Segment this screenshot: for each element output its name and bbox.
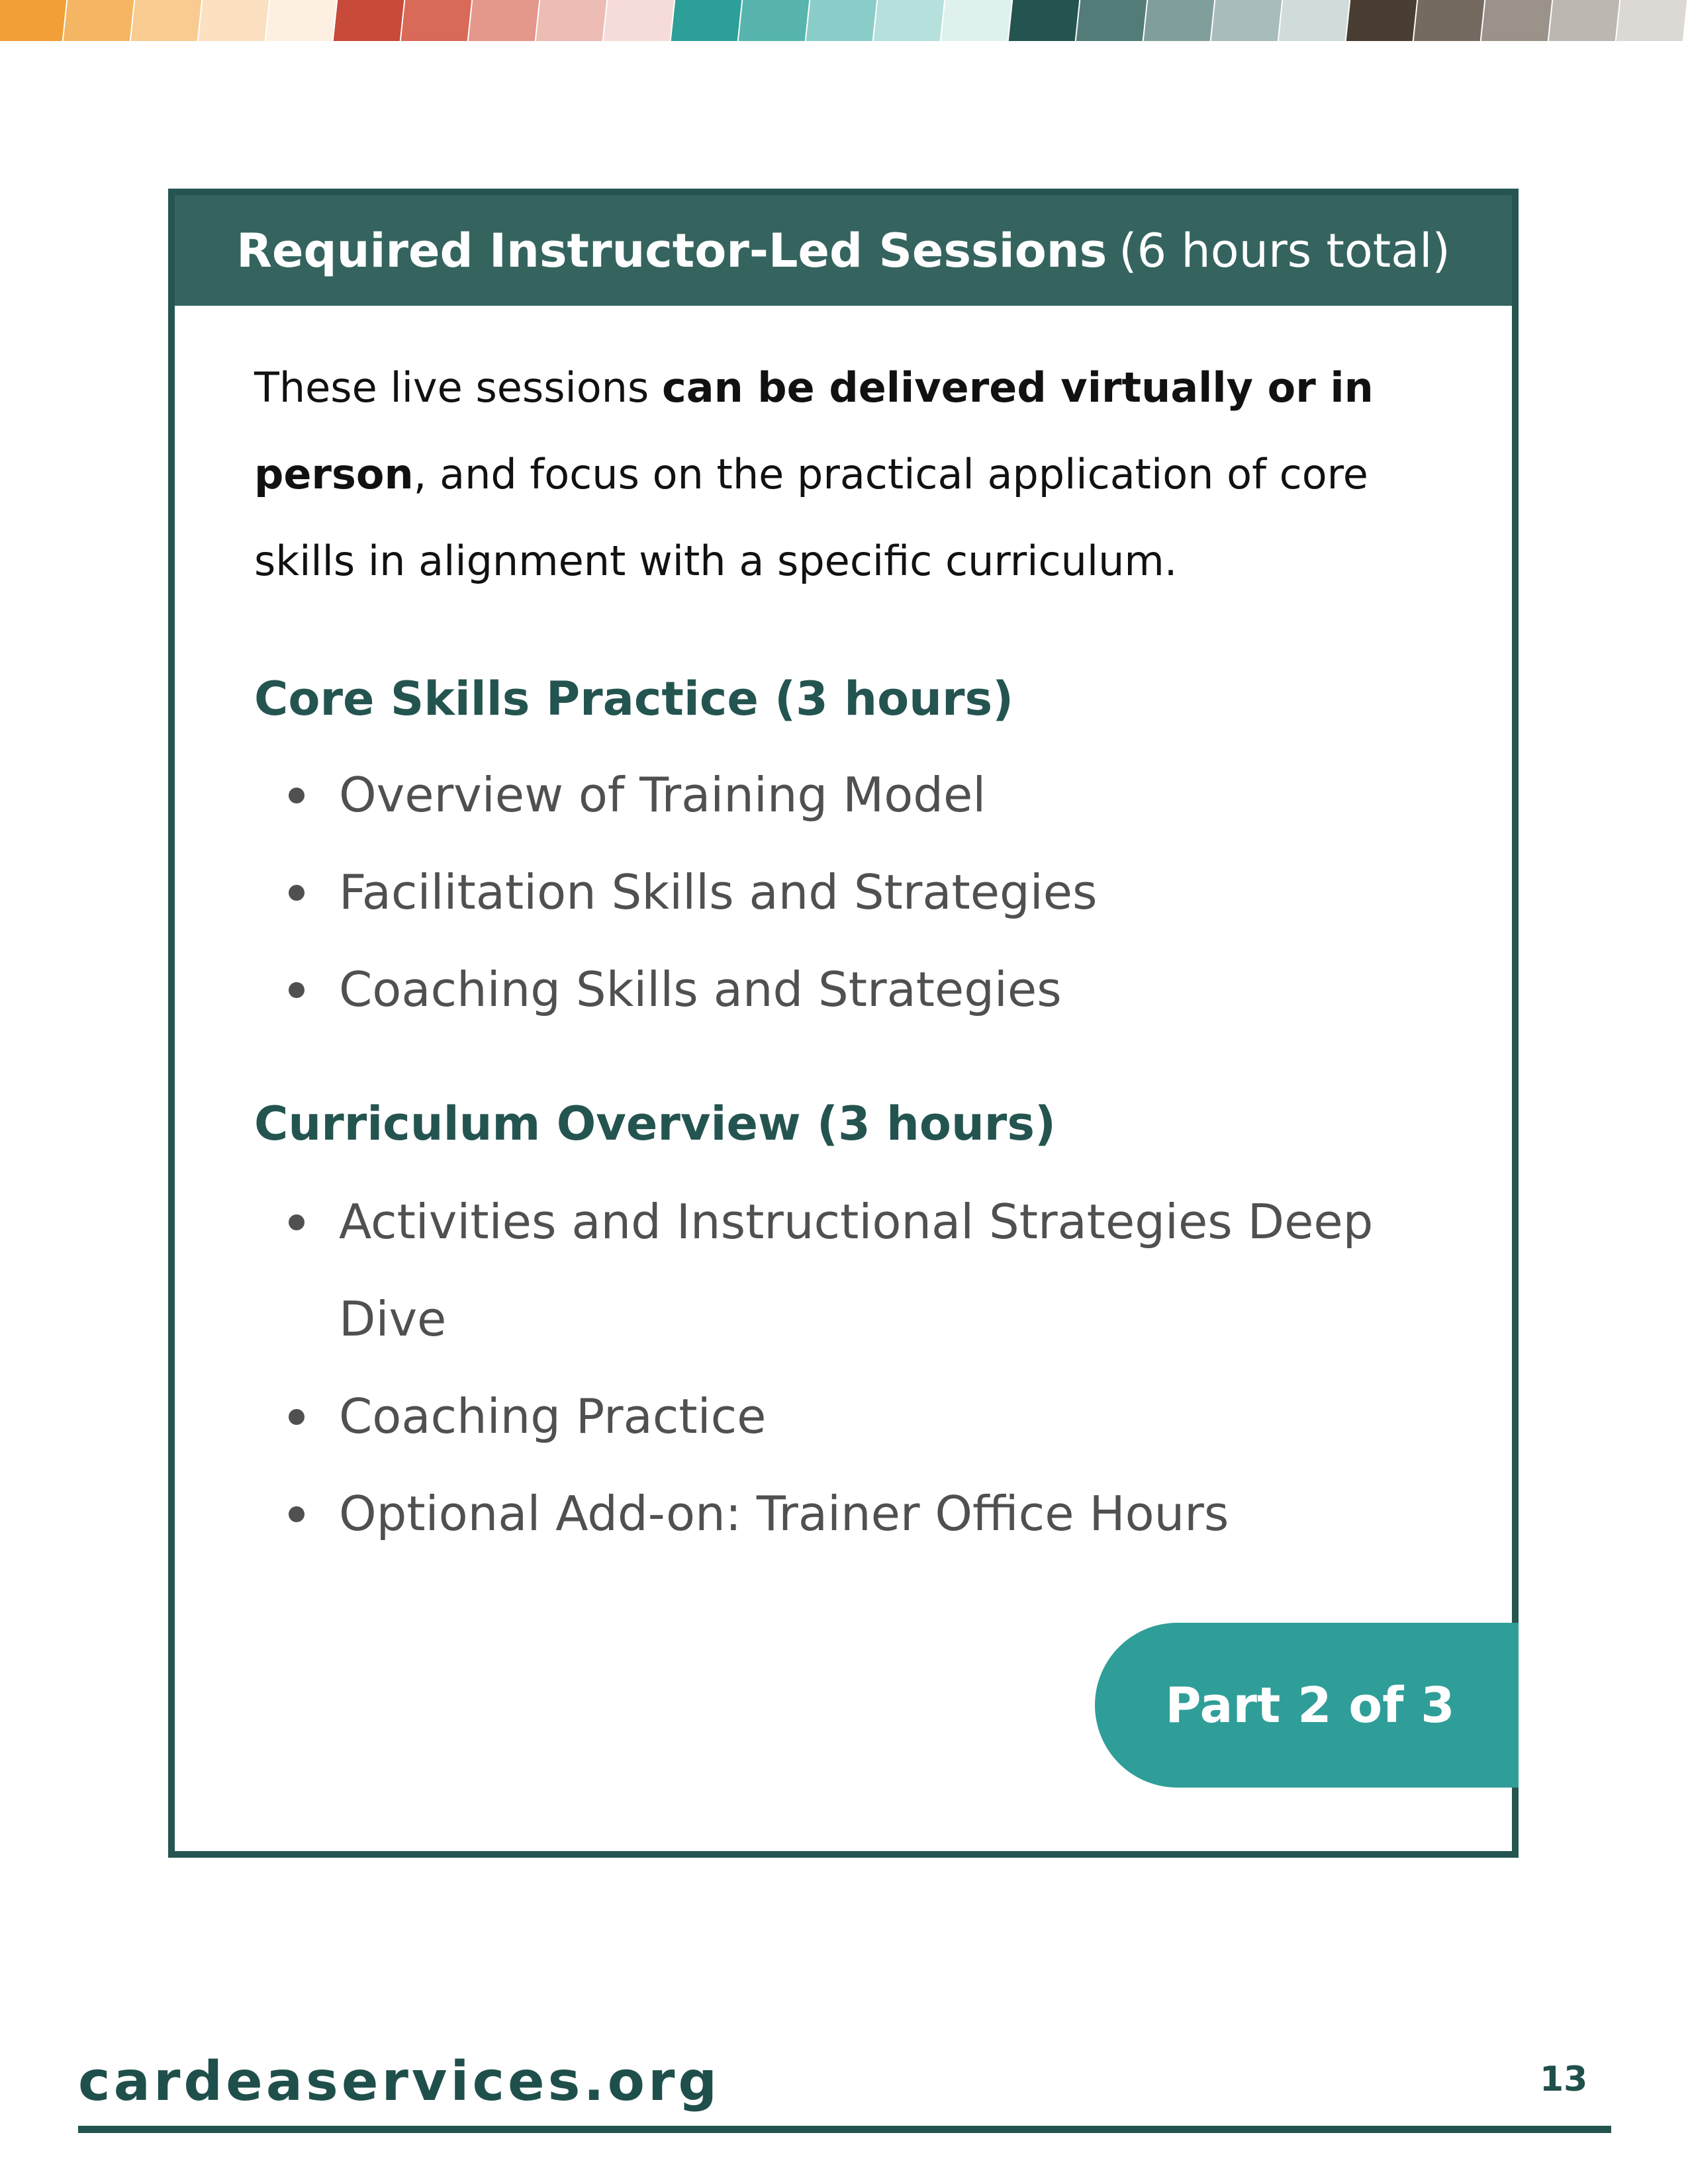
list-item-text: Coaching Skills and Strategies xyxy=(339,962,1062,1017)
intro-text-bold: can be delivered virtually or in person xyxy=(254,363,1374,498)
list-item-text: Facilitation Skills and Strategies xyxy=(339,864,1098,920)
band-swatch xyxy=(806,0,880,41)
list-item xyxy=(254,747,1419,844)
band-swatch xyxy=(334,0,408,41)
band-swatch xyxy=(1211,0,1286,41)
band-swatch xyxy=(1144,0,1218,41)
list-item xyxy=(254,844,1419,941)
bullet-icon xyxy=(289,982,305,998)
list-item-text: Overview of Training Model xyxy=(339,767,986,823)
decorative-color-band xyxy=(0,0,1688,41)
bullet-icon xyxy=(289,1506,305,1522)
band-swatch xyxy=(1617,0,1688,41)
band-swatch xyxy=(941,0,1015,41)
band-swatch xyxy=(1009,0,1083,41)
band-swatch xyxy=(401,0,475,41)
band-swatch xyxy=(604,0,678,41)
page-number: 13 xyxy=(1540,2060,1588,2099)
band-swatch xyxy=(739,0,813,41)
band-swatch xyxy=(469,0,543,41)
band-swatch xyxy=(1346,0,1421,41)
card-header xyxy=(175,195,1512,306)
list-item-text: Activities and Instructional Strategies Deep Dive xyxy=(339,1194,1374,1347)
list-item xyxy=(254,1465,1419,1563)
list-item-text: Optional Add-on: Trainer Office Hours xyxy=(339,1486,1229,1541)
band-swatch xyxy=(199,0,273,41)
band-swatch xyxy=(131,0,205,41)
band-swatch xyxy=(1481,0,1556,41)
intro-text-start: These live sessions xyxy=(254,363,662,412)
band-swatch xyxy=(266,0,340,41)
list-item xyxy=(254,941,1419,1038)
card-title-duration: (6 hours total) xyxy=(1119,223,1450,278)
band-swatch xyxy=(874,0,948,41)
list-item-text: Coaching Practice xyxy=(339,1388,767,1444)
band-swatch xyxy=(1549,0,1623,41)
section-title-curriculum-overview: Curriculum Overview (3 hours) xyxy=(254,1097,1056,1151)
section-title-core-skills: Core Skills Practice (3 hours) xyxy=(254,672,1014,726)
band-swatch xyxy=(1279,0,1353,41)
bullet-icon xyxy=(289,1409,305,1425)
bullet-icon xyxy=(289,788,305,803)
footer-website: cardeaservices.org xyxy=(78,2050,721,2113)
footer-divider xyxy=(78,2126,1611,2133)
core-skills-list xyxy=(254,747,1419,1038)
band-swatch xyxy=(536,0,610,41)
band-swatch xyxy=(1414,0,1488,41)
bullet-icon xyxy=(289,885,305,901)
intro-paragraph xyxy=(254,344,1432,604)
band-swatch xyxy=(671,0,745,41)
list-item xyxy=(254,1173,1419,1368)
part-badge: Part 2 of 3 xyxy=(1095,1623,1519,1788)
band-swatch xyxy=(64,0,138,41)
intro-text-end: , and focus on the practical application of core skills in alignment with a specific curriculum. xyxy=(254,450,1368,585)
curriculum-overview-list xyxy=(254,1173,1419,1563)
sessions-card xyxy=(168,189,1519,1858)
band-swatch xyxy=(0,0,70,41)
card-title: Required Instructor-Led Sessions xyxy=(236,223,1107,278)
bullet-icon xyxy=(289,1214,305,1230)
list-item xyxy=(254,1368,1419,1465)
band-swatch xyxy=(1076,0,1150,41)
